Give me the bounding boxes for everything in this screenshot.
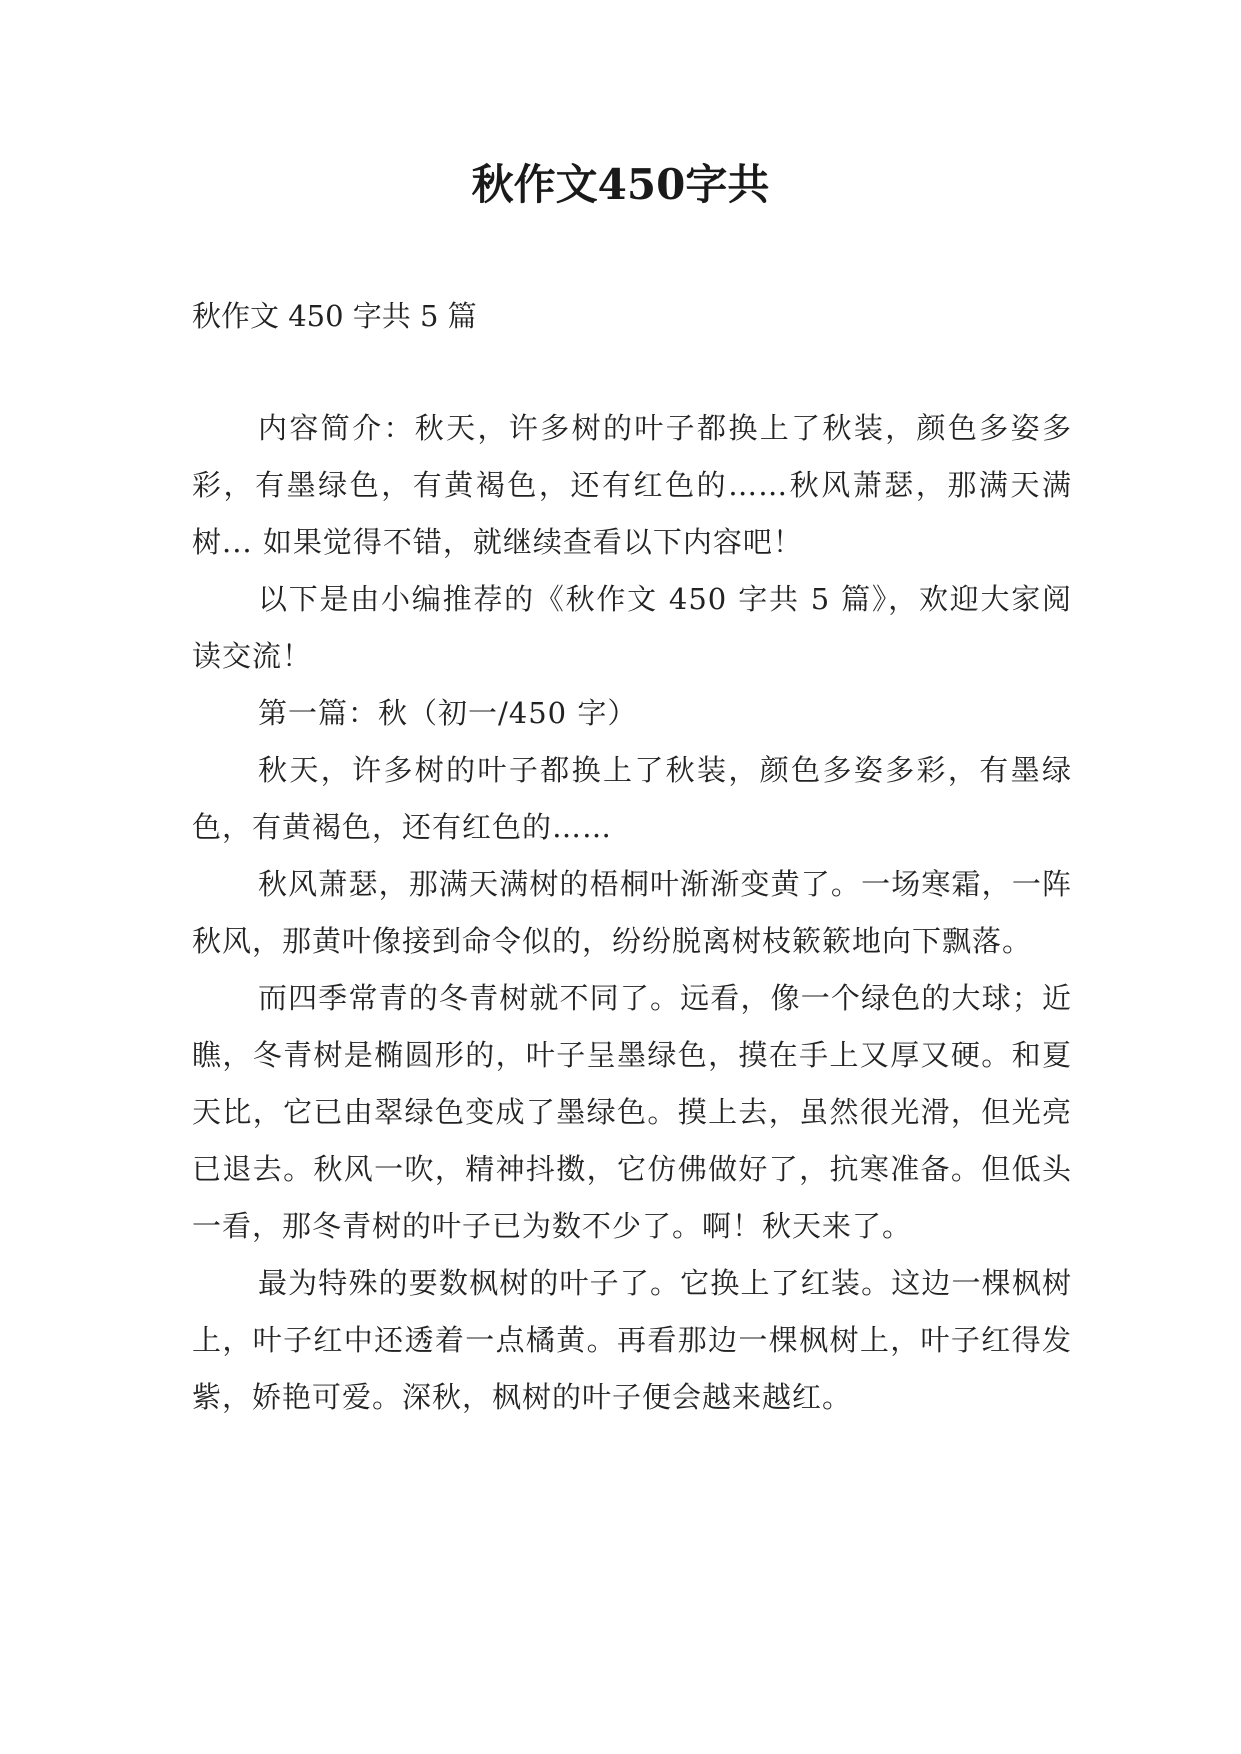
paragraph-recommendation: 以下是由小编推荐的《秋作文 450 字共 5 篇》，欢迎大家阅读交流！ (192, 582, 1072, 673)
paragraph-intro: 内容简介：秋天，许多树的叶子都换上了秋装，颜色多姿多彩，有墨绿色，有黄褐色，还有红色的……秋风萧瑟，那满天满树... 如果觉得不错，就继续查看以下内容吧！ (192, 411, 1072, 559)
section-heading-first: 第一篇：秋（初一/450 字） (258, 696, 638, 730)
document-title: 秋作文450字共 (471, 160, 770, 209)
paragraph: 秋天，许多树的叶子都换上了秋装，颜色多姿多彩，有墨绿色，有黄褐色，还有红色的…… (192, 753, 1072, 844)
document-body (192, 400, 1072, 1426)
paragraph: 最为特殊的要数枫树的叶子了。它换上了红装。这边一棵枫树上，叶子红中还透着一点橘黄。再看那边一棵枫树上，叶子红得发紫，娇艳可爱。深秋，枫树的叶子便会越来越红。 (192, 1266, 1072, 1414)
paragraph: 秋风萧瑟，那满天满树的梧桐叶渐渐变黄了。一场寒霜，一阵秋风，那黄叶像接到命令似的，纷纷脱离树枝簌簌地向下飘落。 (192, 867, 1072, 958)
document-subtitle: 秋作文 450 字共 5 篇 (192, 299, 477, 333)
paragraph: 而四季常青的冬青树就不同了。远看，像一个绿色的大球；近瞧，冬青树是椭圆形的，叶子呈墨绿色，摸在手上又厚又硬。和夏天比，它已由翠绿色变成了墨绿色。摸上去，虽然很光滑，但光亮已退去。秋风一吹，精神抖擞，它仿佛做好了，抗寒准备。但低头一看，那冬青树的叶子已为数不少了。啊！秋天来了。 (192, 981, 1072, 1243)
